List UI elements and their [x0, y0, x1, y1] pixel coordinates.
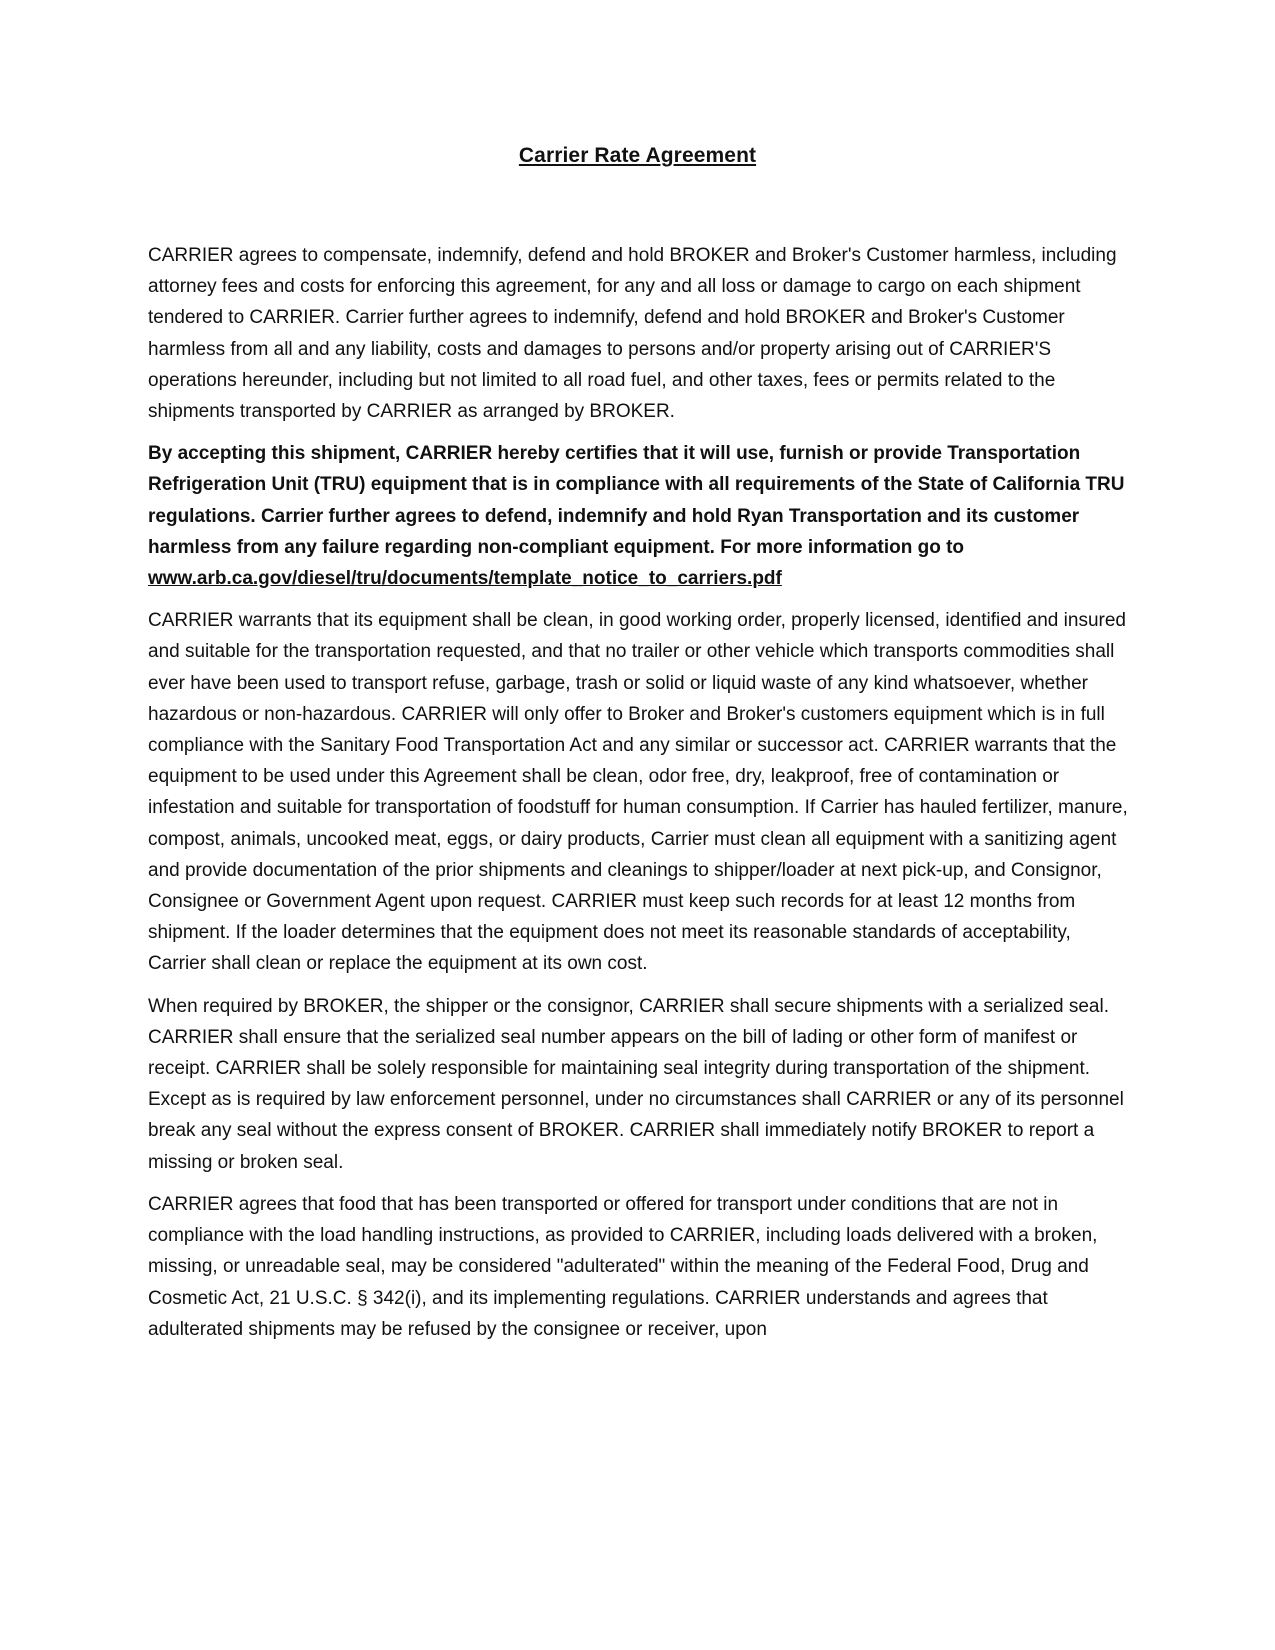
paragraph-tru-compliance: [148, 438, 1130, 594]
paragraph-indemnification: CARRIER agrees to compensate, indemnify, defend and hold BROKER and Broker's Customer harmless, including attorney fees and costs for enforcing this agreement, for any and all loss or damage to cargo on each shipment tendered to CARRIER. Carrier further agrees to indemnify, defend and hold BROKER and Broker's Customer harmless from all and any liability, costs and damages to persons and/or property arising out of CARRIER'S operations hereunder, including but not limited to all road fuel, and other taxes, fees or permits related to the shipments transported by CARRIER as arranged by BROKER.: [148, 245, 1117, 423]
paragraph-equipment-warranty: CARRIER warrants that its equipment shall be clean, in good working order, properly licensed, identified and insured and suitable for the transportation requested, and that no trailer or other vehicle which transports commodities shall ever have been used to transport refuse, garbage, trash or solid or liquid waste of any kind whatsoever, whether hazardous or non-hazardous. CARRIER will only offer to Broker and Broker's customers equipment which is in full compliance with the Sanitary Food Transportation Act and any similar or successor act. CARRIER warrants that the equipment to be used under this Agreement shall be clean, odor free, dry, leakproof, free of contamination or infestation and suitable for transportation of foodstuff for human consumption. If Carrier has hauled fertilizer, manure, compost, animals, uncooked meat, eggs, or dairy products, Carrier must clean all equipment with a sanitizing agent and provide documentation of the prior shipments and cleanings to shipper/loader at next pick-up, and Consignor, Consignee or Government Agent upon request. CARRIER must keep such records for at least 12 months from shipment. If the loader determines that the equipment does not meet its reasonable standards of acceptability, Carrier shall clean or replace the equipment at its own cost.: [148, 610, 1128, 975]
paragraph-adulterated-food: CARRIER agrees that food that has been transported or offered for transport under conditions that are not in compliance with the load handling instructions, as provided to CARRIER, including loads delivered with a broken, missing, or unreadable seal, may be considered "adulterated" within the meaning of the Federal Food, Drug and Cosmetic Act, 21 U.S.C. § 342(i), and its implementing regulations. CARRIER understands and agrees that adulterated shipments may be refused by the consignee or receiver, upon: [148, 1193, 1098, 1340]
paragraph-seal-requirements: When required by BROKER, the shipper or the consignor, CARRIER shall secure shipments with a serialized seal. CARRIER shall ensure that the serialized seal number appears on the bill of lading or other form of manifest or receipt. CARRIER shall be solely responsible for maintaining seal integrity during transportation of the shipment. Except as is required by law enforcement personnel, under no circumstances shall CARRIER or any of its personnel break any seal without the express consent of BROKER. CARRIER shall immediately notify BROKER to report a missing or broken seal.: [148, 995, 1124, 1173]
document-body: [148, 240, 1130, 1356]
tru-compliance-text: By accepting this shipment, CARRIER hereby certifies that it will use, furnish or provide Transportation Refrigeration Unit (TRU) equipment that is in compliance with all requirements of the State of California TRU regulations. Carrier further agrees to defend, indemnify and hold Ryan Transportation and its customer harmless from any failure regarding non-compliant equipment. For more information go to: [148, 443, 1125, 558]
tru-notice-link[interactable]: www.arb.ca.gov/diesel/tru/documents/template_notice_to_carriers.pdf: [148, 568, 782, 590]
document-title: Carrier Rate Agreement: [518, 144, 757, 167]
